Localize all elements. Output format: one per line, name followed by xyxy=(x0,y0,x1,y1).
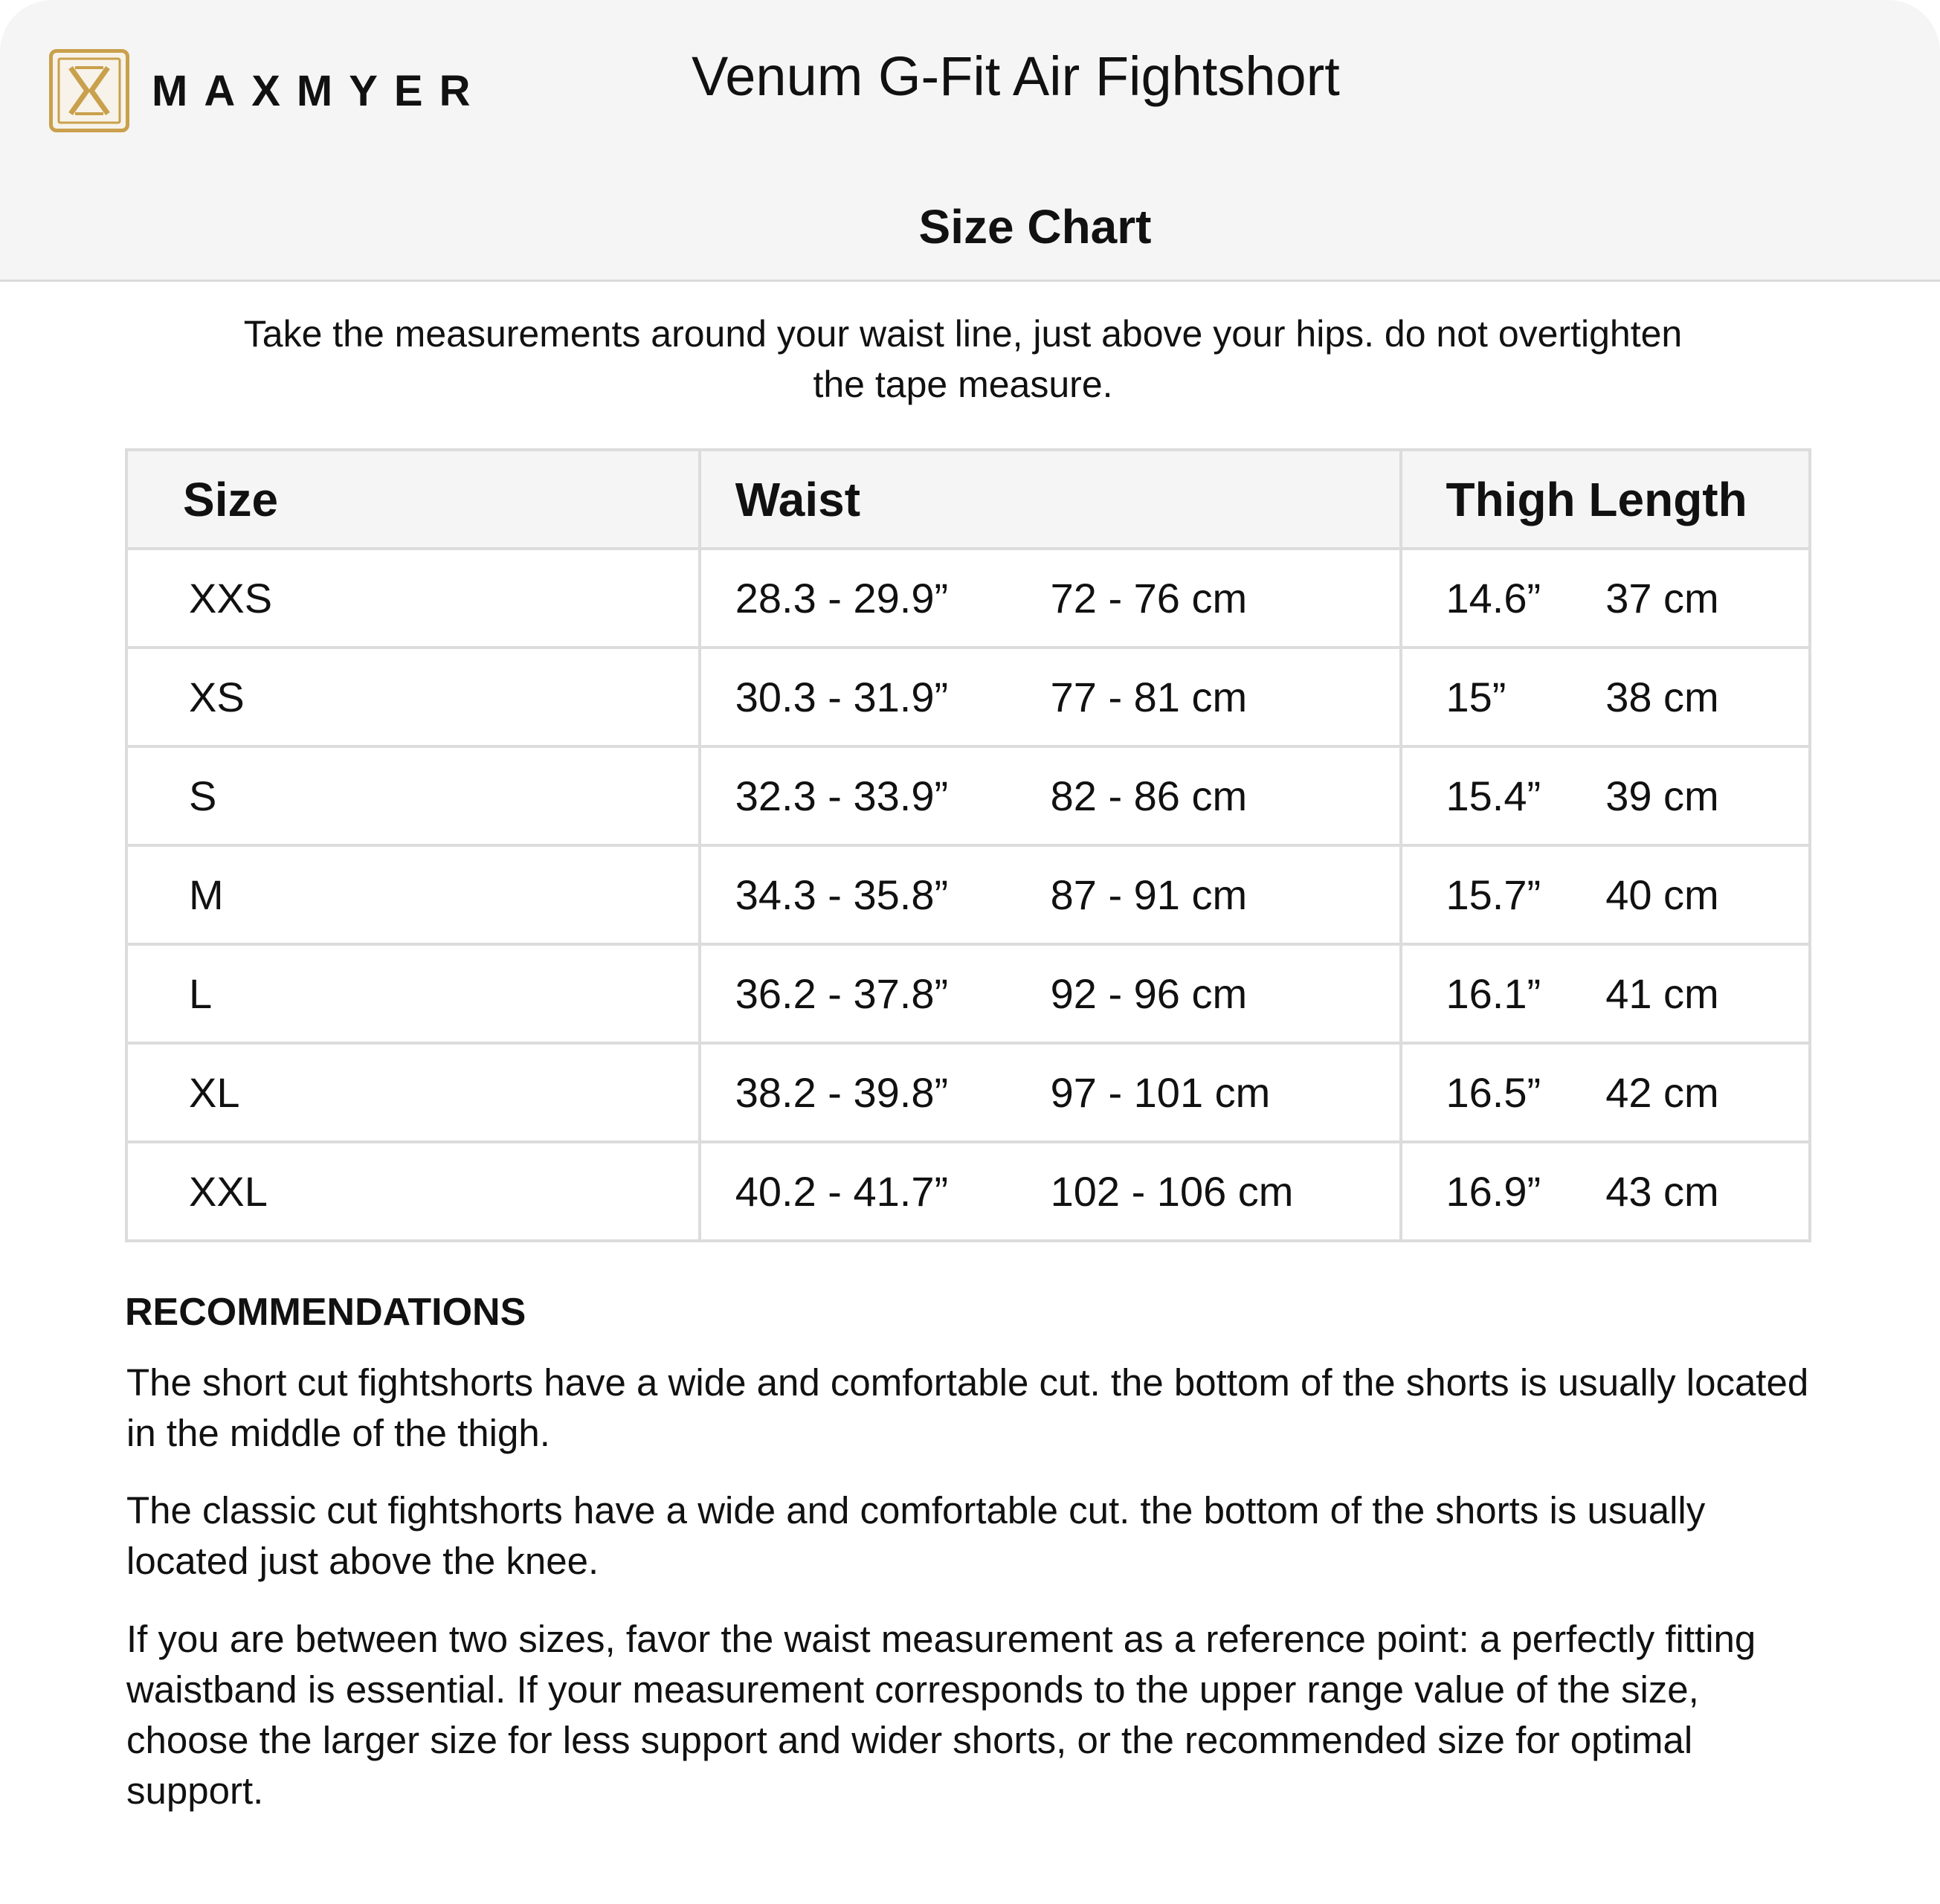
thigh-cm-cell: 43 cm xyxy=(1605,1168,1719,1215)
table-row xyxy=(126,845,1810,944)
brand-logo[interactable] xyxy=(49,49,486,132)
recommendation-short-cut: The short cut fightshorts have a wide and comfortable cut. the bottom of the shorts is usually located in the middle of the thigh. xyxy=(126,1361,1809,1454)
table-row xyxy=(126,549,1810,648)
waist-inches-cell: 38.2 - 39.8” xyxy=(700,1043,1051,1142)
waist-cm-cell: 102 - 106 cm xyxy=(1050,1168,1294,1215)
size-table xyxy=(125,448,1811,1242)
waist-cm-cell: 87 - 91 cm xyxy=(1050,871,1248,918)
thigh-cm-cell: 40 cm xyxy=(1605,871,1719,918)
size-cell: S xyxy=(189,772,217,819)
thigh-cm-cell: 41 cm xyxy=(1605,970,1719,1017)
thigh-inches-cell: 15” xyxy=(1401,648,1605,746)
thigh-cm-cell: 37 cm xyxy=(1605,575,1719,622)
thigh-inches-cell: 16.1” xyxy=(1401,944,1605,1043)
waist-cm-cell: 72 - 76 cm xyxy=(1050,575,1248,622)
size-cell: XXS xyxy=(189,575,273,622)
brand-name: MAXMYER xyxy=(152,66,487,115)
table-header-row xyxy=(126,450,1810,549)
waist-cm-cell: 92 - 96 cm xyxy=(1050,970,1248,1017)
waist-inches-cell: 28.3 - 29.9” xyxy=(700,549,1051,648)
table-row xyxy=(126,1043,1810,1142)
waist-inches-cell: 30.3 - 31.9” xyxy=(700,648,1051,746)
size-cell: M xyxy=(189,871,224,918)
size-cell: L xyxy=(189,970,213,1017)
waist-inches-cell: 36.2 - 37.8” xyxy=(700,944,1051,1043)
brand-emblem-icon xyxy=(49,49,129,132)
thigh-cm-cell: 39 cm xyxy=(1605,772,1719,819)
thigh-inches-cell: 16.5” xyxy=(1401,1043,1605,1142)
waist-inches-cell: 34.3 - 35.8” xyxy=(700,845,1051,944)
thigh-cm-cell: 42 cm xyxy=(1605,1069,1719,1116)
table-row xyxy=(126,1142,1810,1241)
thigh-inches-cell: 15.4” xyxy=(1401,746,1605,845)
table-row xyxy=(126,746,1810,845)
thigh-length-header: Thigh Length xyxy=(1401,450,1810,549)
header-banner xyxy=(0,0,1940,282)
size-cell: XXL xyxy=(189,1168,268,1215)
table-row xyxy=(126,648,1810,746)
product-title: Venum G-Fit Air Fightshort xyxy=(692,45,1340,107)
size-cell: XS xyxy=(189,674,245,720)
waist-inches-cell: 32.3 - 33.9” xyxy=(700,746,1051,845)
waist-inches-cell: 40.2 - 41.7” xyxy=(700,1142,1051,1241)
measurement-instructions: Take the measurements around your waist line, just above your hips. do not overtighten the tape measure. xyxy=(243,313,1683,405)
recommendation-classic-cut: The classic cut fightshorts have a wide and comfortable cut. the bottom of the shorts is usually located just above the knee. xyxy=(126,1489,1706,1582)
thigh-cm-cell: 38 cm xyxy=(1605,674,1719,720)
waist-cm-cell: 97 - 101 cm xyxy=(1050,1069,1271,1116)
recommendation-between-sizes: If you are between two sizes, favor the waist measurement as a reference point: a perfectly fitting waistband is essential. If your measurement corresponds to the upper range value of the size, choose the larger size for less support and wider shorts, or the recommended size for optimal support. xyxy=(126,1618,1756,1812)
recommendations-heading: RECOMMENDATIONS xyxy=(125,1291,526,1334)
waist-cm-cell: 77 - 81 cm xyxy=(1050,674,1248,720)
chart-title: Size Chart xyxy=(918,200,1152,254)
thigh-inches-cell: 15.7” xyxy=(1401,845,1605,944)
thigh-inches-cell: 16.9” xyxy=(1401,1142,1605,1241)
table-row xyxy=(126,944,1810,1043)
waist-cm-cell: 82 - 86 cm xyxy=(1050,772,1248,819)
size-cell: XL xyxy=(189,1069,240,1116)
thigh-inches-cell: 14.6” xyxy=(1401,549,1605,648)
size-header: Size xyxy=(183,472,279,526)
waist-header: Waist xyxy=(700,450,1402,549)
